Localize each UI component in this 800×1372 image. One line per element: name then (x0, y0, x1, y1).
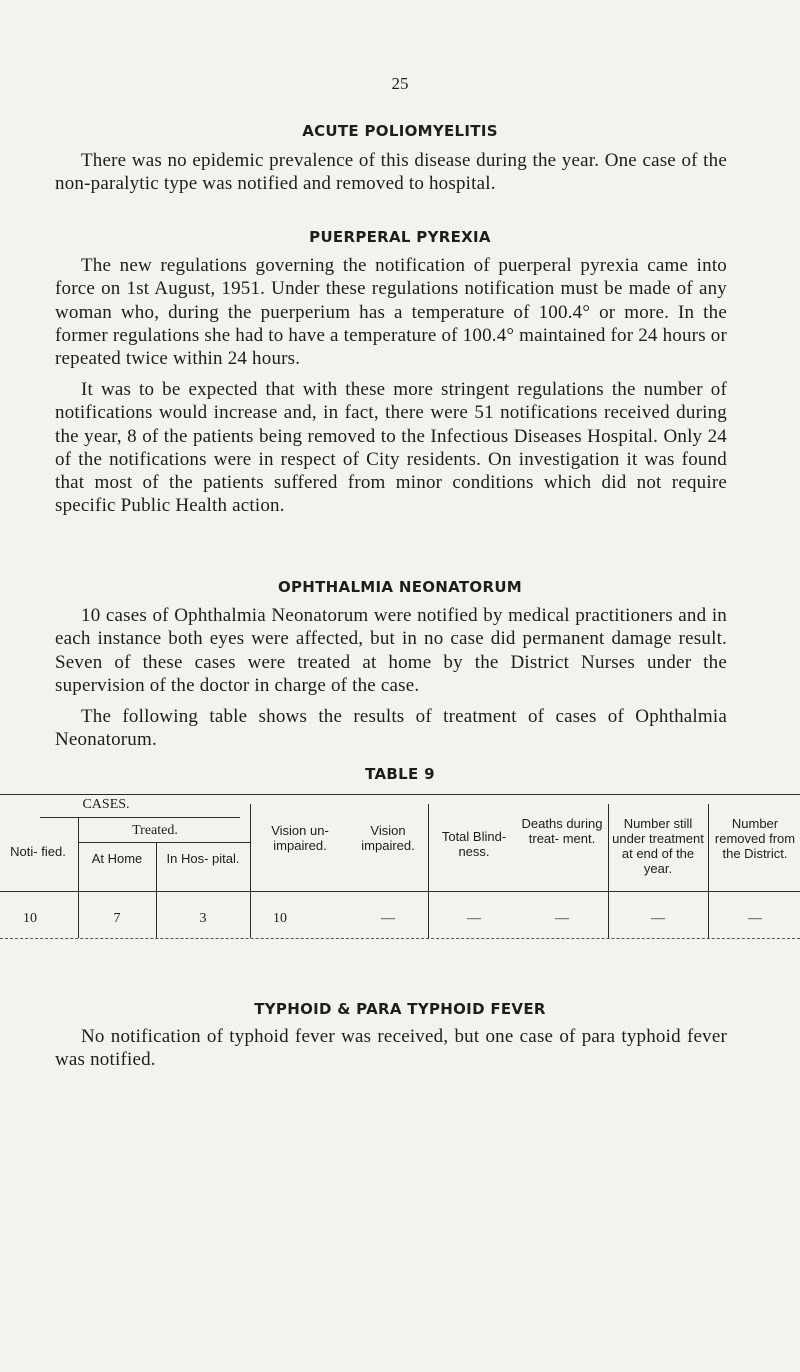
col-removed: Number removed from the District. (714, 816, 796, 861)
treated-header: Treated. (132, 823, 178, 838)
puerperal-heading: PUERPERAL PYREXIA (309, 228, 491, 246)
typhoid-paragraph: No notification of typhoid fever was received, but one case of para typhoid fever was notified. (55, 1026, 727, 1071)
col-in-hospital: In Hos- pital. (166, 851, 240, 866)
cell-notified: 10 (23, 911, 37, 926)
cell-in-hospital: 3 (199, 911, 207, 926)
typhoid-heading: TYPHOID & PARA TYPHOID FEVER (254, 1000, 546, 1018)
cell-vision-unimpaired: 10 (273, 911, 287, 926)
ophthalmia-paragraph-2: The following table shows the results of treatment of cases of Ophthalmia Neonatorum. (55, 706, 727, 751)
cell-removed: — (748, 911, 762, 926)
puerperal-paragraph-2: It was to be expected that with these more stringent regulations the number of notifications would increase and, in fact, there were 51 notifications received during the year, 8 of the patients being removed to the Infectious Diseases Hospital. Only 24 of the notifications were in respect of City residents. On investigation it was found that most of the patients suffered from minor conditions which did not require specific Public Health action. (55, 379, 727, 517)
table-title: TABLE 9 (365, 765, 435, 783)
col-vision-impaired: Vision impaired. (361, 823, 415, 853)
col-notified: Noti- fied. (10, 844, 66, 859)
col-at-home: At Home (91, 851, 143, 866)
cell-vision-impaired: — (381, 911, 395, 926)
cell-still-under-treatment: — (651, 911, 665, 926)
col-vision-unimpaired: Vision un- impaired. (271, 823, 329, 853)
cell-total-blindness: — (467, 911, 481, 926)
cases-header: CASES. (82, 797, 130, 812)
puerperal-paragraph-1: The new regulations governing the notification of puerperal pyrexia came into force on 1st August, 1951. Under these regulations notification must be made of any woman who, during the puerperium has a temperature of 100.4° or more. In the former regulations she had to have a temperature of 100.4° maintained for 24 hours or repeated twice within 24 hours. (55, 255, 727, 370)
polio-heading: ACUTE POLIOMYELITIS (302, 122, 498, 140)
ophthalmia-paragraph-1: 10 cases of Ophthalmia Neonatorum were notified by medical practitioners and in each instance both eyes were affected, but in no case did permanent damage result. Seven of these cases were treated at home by the District Nurses under the supervision of the doctor in charge of the case. (55, 605, 727, 696)
polio-paragraph: There was no epidemic prevalence of this disease during the year. One case of the non-paralytic type was notified and removed to hospital. (55, 150, 727, 195)
page-number: 25 (391, 74, 409, 93)
ophthalmia-heading: OPHTHALMIA NEONATORUM (277, 578, 523, 596)
col-still-under-treatment: Number still under treatment at end of the year. (612, 816, 704, 876)
results-table (0, 794, 800, 940)
cell-deaths: — (555, 911, 569, 926)
cell-at-home: 7 (113, 911, 121, 926)
col-total-blindness: Total Blind- ness. (441, 829, 507, 859)
col-deaths: Deaths during treat- ment. (521, 816, 603, 846)
